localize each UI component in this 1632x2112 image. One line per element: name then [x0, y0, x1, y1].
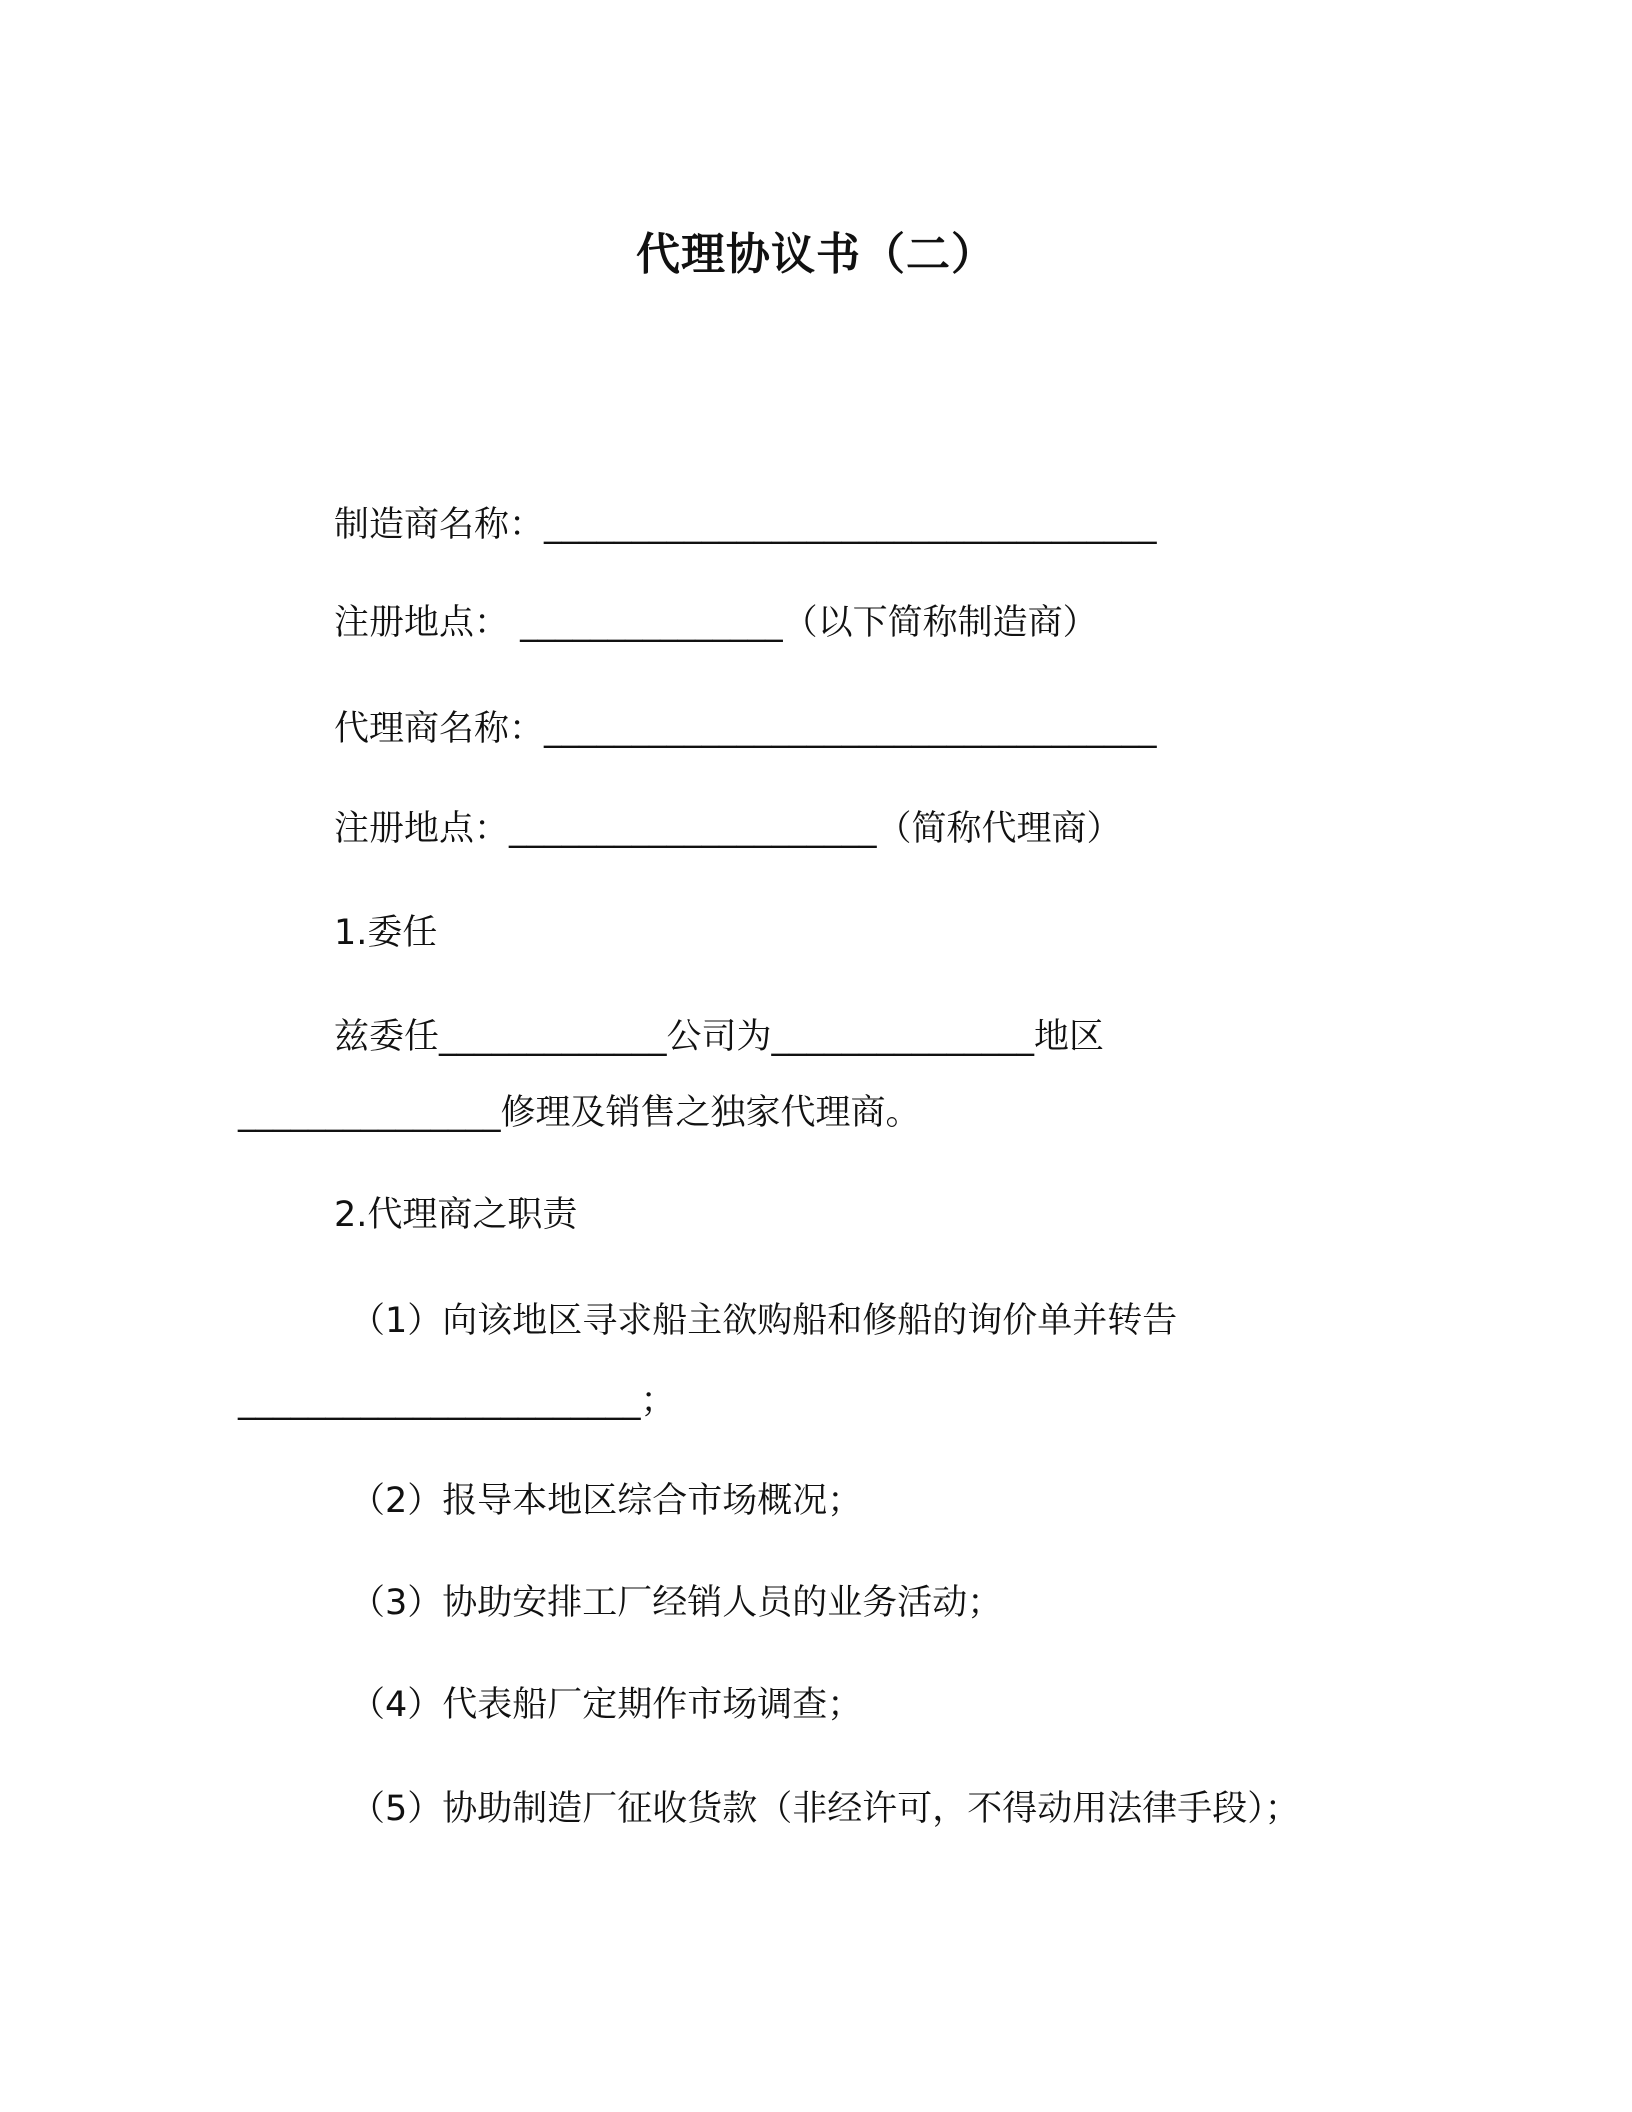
duty-item-1-line-1: （1）向该地区寻求船主欲购船和修船的询价单并转告 [350, 1301, 1178, 1341]
duty-item-4: （4）代表船厂定期作市场调查； [350, 1685, 863, 1725]
duty-item-3: （3）协助安排工厂经销人员的业务活动； [350, 1583, 1003, 1623]
agent-address-line: 注册地点：_____________________（简称代理商） [334, 809, 1122, 849]
manufacturer-name-line: 制造商名称：___________________________________ [334, 505, 1157, 545]
manufacturer-address-line: 注册地点： _______________（以下简称制造商） [334, 603, 1098, 643]
duty-item-5: （5）协助制造厂征收货款（非经许可，不得动用法律手段）； [350, 1789, 1300, 1829]
agent-name-line: 代理商名称：___________________________________ [334, 709, 1157, 749]
section-heading-appointment: 1.委任 [334, 913, 438, 953]
duty-item-1-line-2: _______________________； [238, 1381, 676, 1421]
section-heading-duties: 2.代理商之职责 [334, 1195, 578, 1235]
appointment-paragraph-line-2: _______________修理及销售之独家代理商。 [238, 1093, 921, 1133]
document-title: 代理协议书（二） [636, 229, 996, 280]
appointment-paragraph-line-1: 兹委任_____________公司为_______________地区 [334, 1017, 1105, 1057]
duty-item-2: （2）报导本地区综合市场概况； [350, 1481, 863, 1521]
